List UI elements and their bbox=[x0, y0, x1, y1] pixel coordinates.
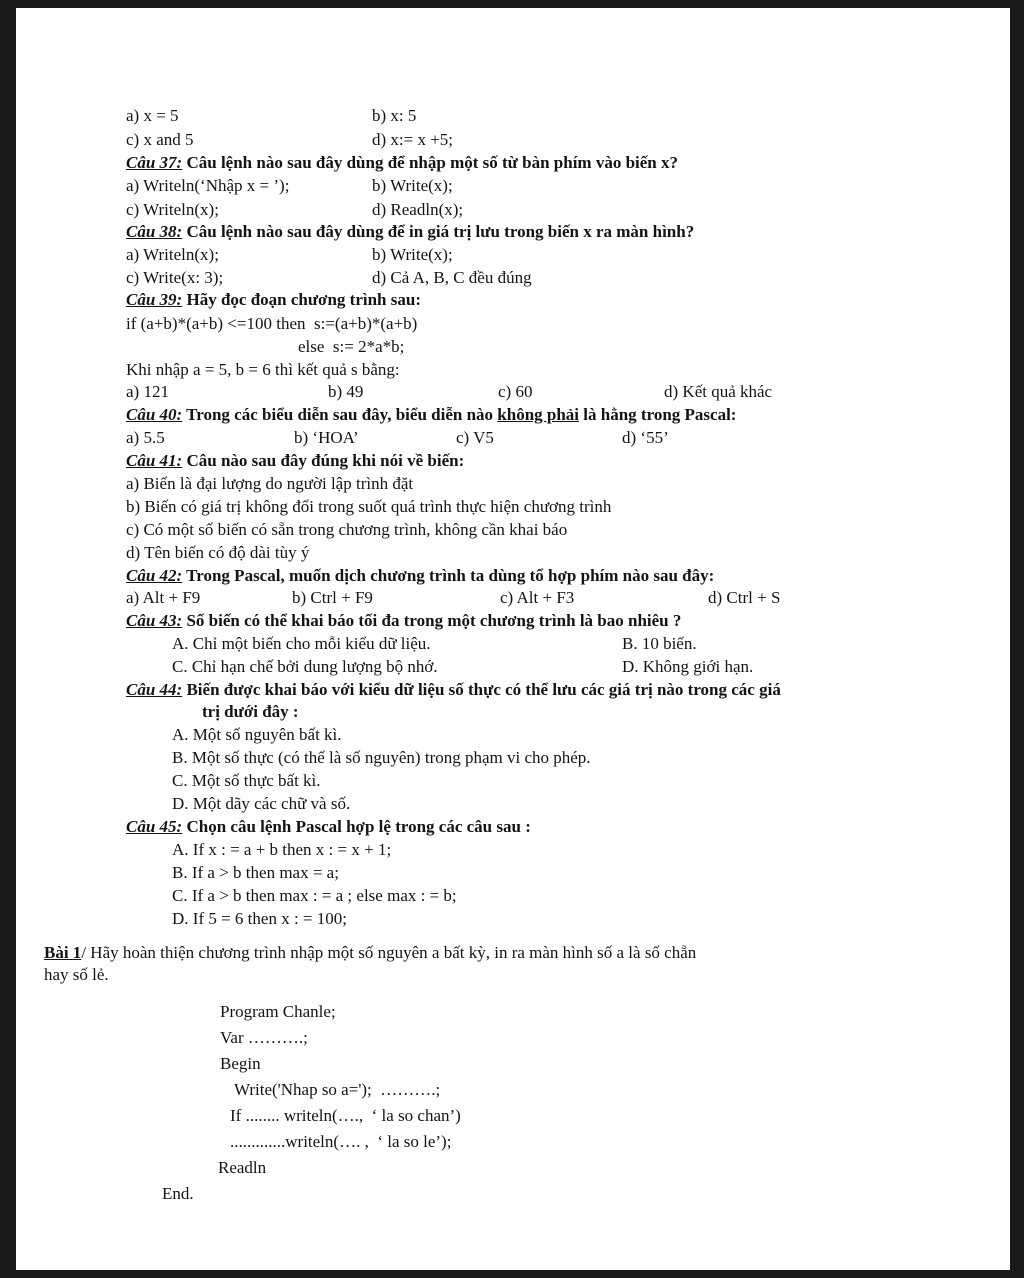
code-line: End. bbox=[162, 1184, 194, 1203]
q41-option-a: a) Biến là đại lượng do người lập trình đặt bbox=[126, 474, 414, 493]
code-line: Program Chanle; bbox=[220, 1002, 336, 1021]
q40-option-d: d) ‘55’ bbox=[622, 428, 669, 447]
code-line: .............writeln(…. , ‘ la so le’); bbox=[230, 1132, 452, 1151]
question-41 bbox=[126, 451, 464, 471]
code-line: Write('Nhap so a='); ……….; bbox=[234, 1080, 441, 1099]
option-c: c) x and 5 bbox=[126, 130, 194, 149]
question-text: Biến được khai báo với kiểu dữ liệu số thực có thể lưu các giá trị nào trong các giá bbox=[182, 680, 781, 699]
code-line: else s:= 2*a*b; bbox=[298, 337, 405, 356]
code-line: Readln bbox=[218, 1158, 267, 1177]
q42-option-a: a) Alt + F9 bbox=[126, 588, 201, 607]
q43-option-a: A. Chỉ một biến cho mỗi kiểu dữ liệu. bbox=[172, 634, 431, 653]
q41-option-b: b) Biến có giá trị không đổi trong suốt quá trình thực hiện chương trình bbox=[126, 497, 612, 516]
question-43 bbox=[126, 611, 681, 631]
question-text: Trong các biểu diễn sau đây, biểu diễn nào bbox=[182, 405, 498, 424]
q44-option-b: B. Một số thực (có thể là số nguyên) trong phạm vi cho phép. bbox=[172, 748, 591, 767]
exercise-number: Bài 1 bbox=[44, 943, 82, 962]
option-b: b) x: 5 bbox=[372, 106, 417, 125]
question-prompt: Khi nhập a = 5, b = 6 thì kết quả s bằng: bbox=[126, 360, 400, 379]
q45-option-c: C. If a > b then max : = a ; else max : = b; bbox=[172, 886, 457, 905]
question-text: Hãy đọc đoạn chương trình sau: bbox=[182, 290, 421, 309]
exercise-text-continued: hay số lẻ. bbox=[44, 965, 109, 984]
q40-option-b: b) ‘HOA’ bbox=[294, 428, 359, 447]
question-44 bbox=[126, 680, 781, 700]
code-line: Var ……….; bbox=[220, 1028, 308, 1047]
question-number: Câu 37: bbox=[126, 153, 183, 172]
question-38 bbox=[126, 222, 694, 242]
q38-option-d: d) Cả A, B, C đều đúng bbox=[372, 268, 532, 287]
question-number: Câu 38: bbox=[126, 222, 183, 241]
question-number: Câu 43: bbox=[126, 611, 183, 630]
q38-option-c: c) Write(x: 3); bbox=[126, 268, 224, 287]
q45-option-b: B. If a > b then max = a; bbox=[172, 863, 339, 882]
question-text-continued: trị dưới đây : bbox=[202, 702, 299, 721]
q40-option-c: c) V5 bbox=[456, 428, 494, 447]
q39-option-d: d) Kết quả khác bbox=[664, 382, 773, 401]
question-39 bbox=[126, 290, 421, 310]
document-page bbox=[16, 8, 1010, 1270]
q37-option-b: b) Write(x); bbox=[372, 176, 453, 195]
code-line: Begin bbox=[220, 1054, 261, 1073]
question-text: Câu lệnh nào sau đây dùng để in giá trị lưu trong biến x ra màn hình? bbox=[182, 222, 695, 241]
question-emphasis: không phải bbox=[497, 405, 580, 424]
q39-option-a: a) 121 bbox=[126, 382, 169, 401]
q45-option-d: D. If 5 = 6 then x : = 100; bbox=[172, 909, 347, 928]
q43-option-d: D. Không giới hạn. bbox=[622, 657, 754, 676]
q38-option-b: b) Write(x); bbox=[372, 245, 453, 264]
question-number: Câu 39: bbox=[126, 290, 183, 309]
q37-option-a: a) Writeln(‘Nhập x = ’); bbox=[126, 176, 290, 195]
q43-option-c: C. Chỉ hạn chế bởi dung lượng bộ nhớ. bbox=[172, 657, 438, 676]
question-text: Chọn câu lệnh Pascal hợp lệ trong các câu sau : bbox=[182, 817, 531, 836]
q40-option-a: a) 5.5 bbox=[126, 428, 165, 447]
q42-option-d: d) Ctrl + S bbox=[708, 588, 781, 607]
question-text: là hằng trong Pascal: bbox=[579, 405, 737, 424]
q39-option-c: c) 60 bbox=[498, 382, 533, 401]
question-text: Câu lệnh nào sau đây dùng để nhập một số từ bàn phím vào biến x? bbox=[182, 153, 679, 172]
question-37 bbox=[126, 153, 678, 173]
q42-option-c: c) Alt + F3 bbox=[500, 588, 575, 607]
question-42 bbox=[126, 566, 714, 586]
option-a: a) x = 5 bbox=[126, 106, 179, 125]
question-number: Câu 40: bbox=[126, 405, 183, 424]
q43-option-b: B. 10 biến. bbox=[622, 634, 697, 653]
option-d: d) x:= x +5; bbox=[372, 130, 454, 149]
question-number: Câu 44: bbox=[126, 680, 183, 699]
question-text: Câu nào sau đây đúng khi nói về biến: bbox=[182, 451, 465, 470]
exercise-text: / Hãy hoàn thiện chương trình nhập một số nguyên a bất kỳ, in ra màn hình số a là số chẵn bbox=[81, 943, 697, 962]
q44-option-d: D. Một dãy các chữ và số. bbox=[172, 794, 351, 813]
question-number: Câu 42: bbox=[126, 566, 183, 585]
q42-option-b: b) Ctrl + F9 bbox=[292, 588, 373, 607]
q44-option-c: C. Một số thực bất kì. bbox=[172, 771, 321, 790]
q41-option-d: d) Tên biến có độ dài tùy ý bbox=[126, 543, 310, 562]
question-number: Câu 45: bbox=[126, 817, 183, 836]
q37-option-c: c) Writeln(x); bbox=[126, 200, 219, 219]
question-45 bbox=[126, 817, 531, 837]
code-line: If ........ writeln(…., ‘ la so chan’) bbox=[230, 1106, 461, 1125]
q38-option-a: a) Writeln(x); bbox=[126, 245, 219, 264]
q39-option-b: b) 49 bbox=[328, 382, 364, 401]
q44-option-a: A. Một số nguyên bất kì. bbox=[172, 725, 342, 744]
exercise-1 bbox=[44, 943, 696, 963]
question-number: Câu 41: bbox=[126, 451, 183, 470]
question-40 bbox=[126, 405, 736, 425]
question-text: Số biến có thể khai báo tối đa trong một chương trình là bao nhiêu ? bbox=[182, 611, 682, 630]
q41-option-c: c) Có một số biến có sẵn trong chương trình, không cần khai báo bbox=[126, 520, 568, 539]
code-line: if (a+b)*(a+b) <=100 then s:=(a+b)*(a+b) bbox=[126, 314, 418, 333]
question-text: Trong Pascal, muốn dịch chương trình ta dùng tổ hợp phím nào sau đây: bbox=[182, 566, 715, 585]
q45-option-a: A. If x : = a + b then x : = x + 1; bbox=[172, 840, 392, 859]
q37-option-d: d) Readln(x); bbox=[372, 200, 464, 219]
